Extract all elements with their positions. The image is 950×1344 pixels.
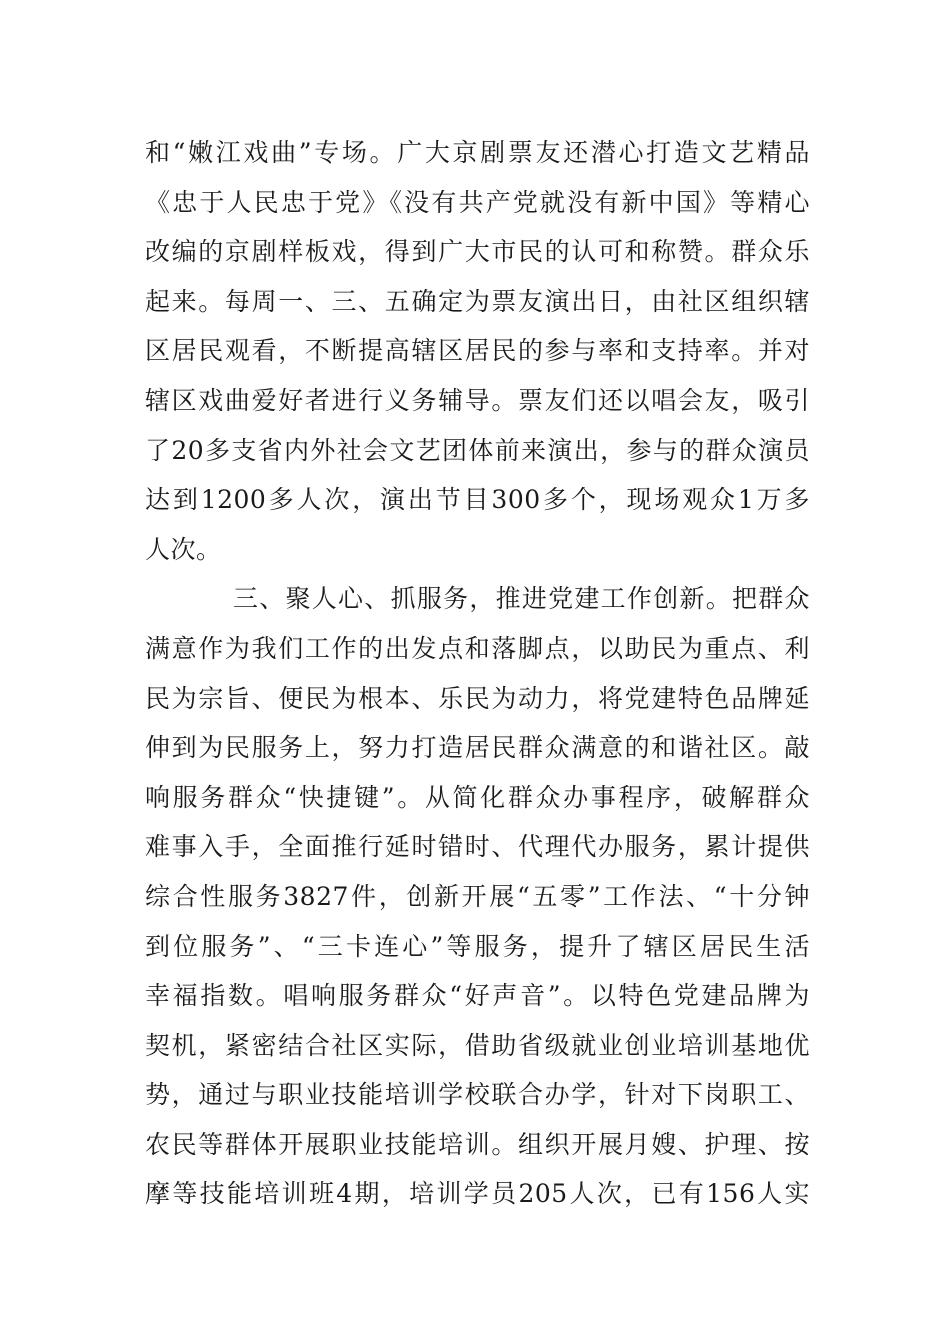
text-line: 民为宗旨、便民为根本、乐民为动力，将党建特色品牌延 xyxy=(145,683,810,713)
text-line: 改编的京剧样板戏，得到广大市民的认可和称赞。群众乐 xyxy=(145,237,810,267)
text-line: 势，通过与职业技能培训学校联合办学，针对下岗职工、 xyxy=(145,1080,810,1110)
text-line: 农民等群体开展职业技能培训。组织开展月嫂、护理、按 xyxy=(145,1129,810,1159)
text-line: 摩等技能培训班4期，培训学员205人次，已有156人实 xyxy=(145,1179,810,1209)
section-heading-line: 三、聚人心、抓服务，推进党建工作创新。把群众 xyxy=(233,584,810,614)
text-line: 起来。每周一、三、五确定为票友演出日，由社区组织辖 xyxy=(145,286,810,316)
text-line: 了20多支省内外社会文艺团体前来演出，参与的群众演员 xyxy=(145,435,810,465)
text-line: 人次。 xyxy=(145,534,222,564)
text-line: 辖区戏曲爱好者进行义务辅导。票友们还以唱会友，吸引 xyxy=(145,385,810,415)
text-line: 难事入手，全面推行延时错时、代理代办服务，累计提供 xyxy=(145,832,810,862)
text-line: 达到1200多人次，演出节目300多个，现场观众1万多 xyxy=(145,485,810,515)
text-line: 满意作为我们工作的出发点和落脚点，以助民为重点、利 xyxy=(145,633,810,663)
text-line: 伸到为民服务上，努力打造居民群众满意的和谐社区。敲 xyxy=(145,733,810,763)
text-line: 《忠于人民忠于党》《没有共产党就没有新中国》等精心 xyxy=(145,187,810,217)
text-line: 和“嫩江戏曲”专场。广大京剧票友还潜心打造文艺精品 xyxy=(145,138,810,167)
text-line: 区居民观看，不断提高辖区居民的参与率和支持率。并对 xyxy=(145,336,810,366)
text-line: 响服务群众“快捷键”。从简化群众办事程序，破解群众 xyxy=(145,782,810,812)
text-line: 幸福指数。唱响服务群众“好声音”。以特色党建品牌为 xyxy=(145,981,810,1011)
text-line: 综合性服务3827件，创新开展“五零”工作法、“十分钟 xyxy=(145,881,810,911)
body-text xyxy=(145,128,810,1219)
text-line: 到位服务”、“三卡连心”等服务，提升了辖区居民生活 xyxy=(145,931,810,961)
text-line: 契机，紧密结合社区实际，借助省级就业创业培训基地优 xyxy=(145,1030,810,1060)
